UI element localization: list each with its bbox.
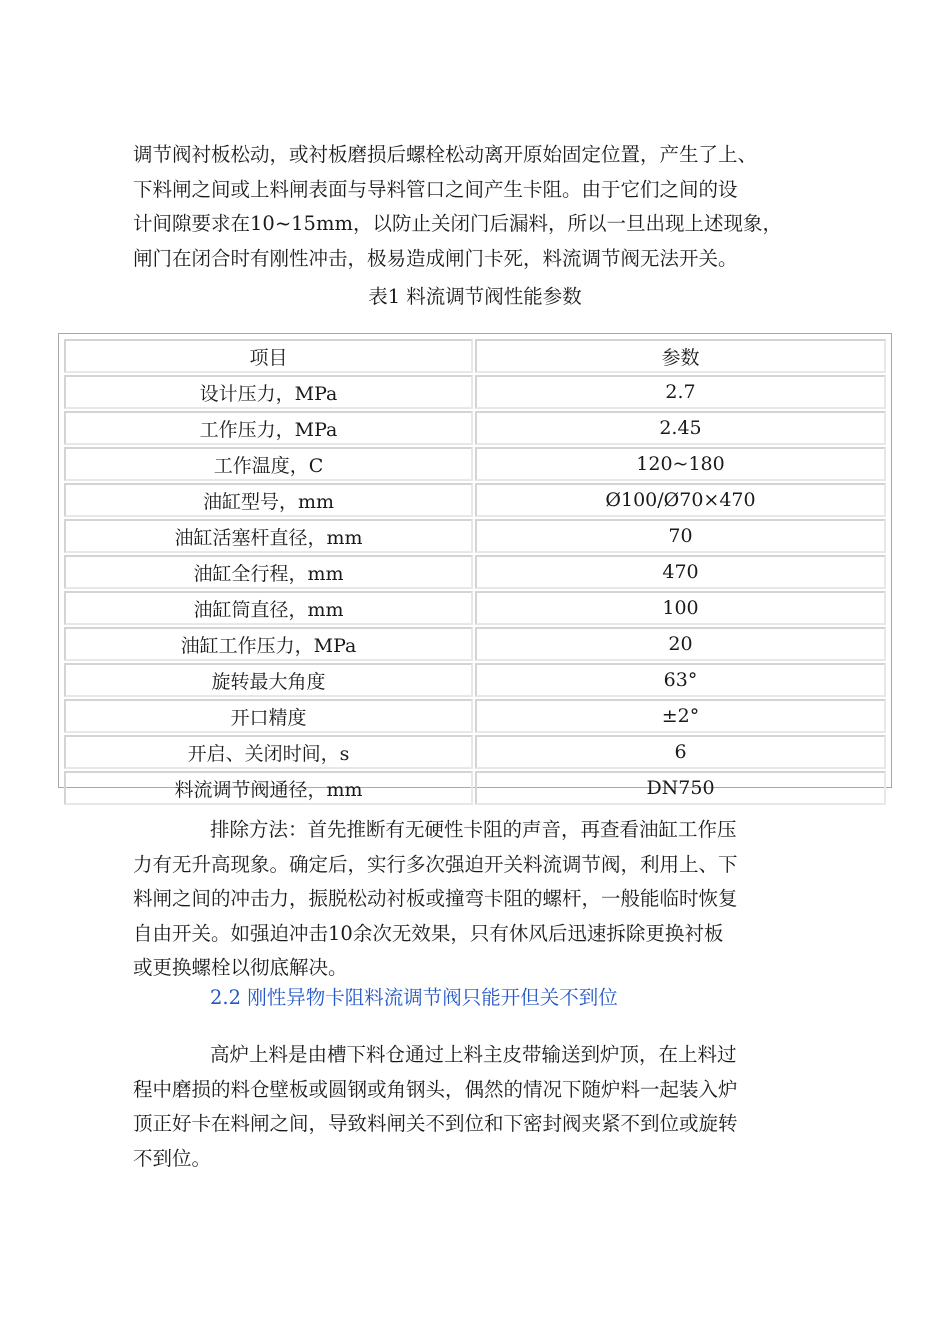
table-cell-value: 470: [475, 555, 886, 589]
paragraph-line: 力有无升高现象。确定后，实行多次强迫开关料流调节阀，利用上、下: [133, 852, 738, 876]
table-caption: 表1 料流调节阀性能参数: [368, 285, 582, 308]
table-cell-item: 料流调节阀通径，mm: [64, 771, 473, 805]
table-cell-item: 工作压力，MPa: [64, 411, 473, 445]
paragraph-line: 程中磨损的料仓壁板或圆钢或角钢头，偶然的情况下随炉料一起装入炉: [133, 1077, 738, 1101]
parameters-table: [58, 333, 892, 801]
table-row: [64, 699, 886, 733]
table-cell-item: 油缸全行程，mm: [64, 555, 473, 589]
paragraph-line: 计间隙要求在10~15mm，以防止关闭门后漏料，所以一旦出现上述现象，: [133, 212, 782, 235]
table-cell-value: 70: [475, 519, 886, 553]
table-header-row: [64, 339, 886, 373]
table-cell-value: ±2°: [475, 699, 886, 733]
table-cell-value: 63°: [475, 663, 886, 697]
table-row: [64, 771, 886, 805]
table-cell-value: 20: [475, 627, 886, 661]
section-heading: 2.2 刚性异物卡阻料流调节阀只能开但关不到位: [210, 986, 618, 1009]
table-row: [64, 519, 886, 553]
paragraph-line: 自由开关。如强迫冲击10余次无效果，只有休风后迅速拆除更换衬板: [133, 921, 724, 945]
paragraph-cause: [133, 1038, 823, 1176]
paragraph-intro: [133, 138, 823, 276]
table-cell-value: 2.7: [475, 375, 886, 409]
paragraph-line: 料闸之间的冲击力，振脱松动衬板或撞弯卡阻的螺杆，一般能临时恢复: [133, 887, 738, 910]
table-cell-item: 开口精度: [64, 699, 473, 733]
table-cell-item: 旋转最大角度: [64, 663, 473, 697]
table-cell-item: 油缸筒直径，mm: [64, 591, 473, 625]
table-cell-value: 2.45: [475, 411, 886, 445]
paragraph-line: 顶正好卡在料闸之间，导致料闸关不到位和下密封阀夹紧不到位或旋转: [133, 1112, 738, 1135]
table-cell-value: DN750: [475, 771, 886, 805]
table-row: [64, 735, 886, 769]
paragraph-line: 高炉上料是由槽下料仓通过上料主皮带输送到炉顶，在上料过: [210, 1043, 737, 1066]
paragraph-line: 下料闸之间或上料闸表面与导料管口之间产生卡阻。由于它们之间的设: [133, 177, 738, 201]
paragraph-line: 调节阀衬板松动，或衬板磨损后螺栓松动离开原始固定位置，产生了上、: [133, 143, 758, 166]
table-cell-item: 开启、关闭时间，s: [64, 735, 473, 769]
table-cell-item: 油缸工作压力，MPa: [64, 627, 473, 661]
table-header-value: 参数: [475, 339, 886, 373]
paragraph-line: 或更换螺栓以彻底解决。: [133, 956, 348, 979]
table-row: [64, 447, 886, 481]
table-cell-item: 设计压力，MPa: [64, 375, 473, 409]
table-row: [64, 627, 886, 661]
table-cell-item: 油缸型号，mm: [64, 483, 473, 517]
table-cell-value: 6: [475, 735, 886, 769]
table-body: [64, 375, 886, 805]
table-row: [64, 375, 886, 409]
table-row: [64, 555, 886, 589]
table-cell-value: 120~180: [475, 447, 886, 481]
paragraph-line: 排除方法：首先推断有无硬性卡阻的声音，再查看油缸工作压: [210, 818, 737, 841]
paragraph-line: 闸门在闭合时有刚性冲击，极易造成闸门卡死，料流调节阀无法开关。: [133, 246, 738, 270]
paragraph-line: 不到位。: [133, 1146, 212, 1170]
table-row: [64, 483, 886, 517]
table-cell-item: 工作温度，C: [64, 447, 473, 481]
table-cell-value: 100: [475, 591, 886, 625]
paragraph-remedy: [133, 813, 823, 986]
table-row: [64, 411, 886, 445]
table-cell-item: 油缸活塞杆直径，mm: [64, 519, 473, 553]
table-row: [64, 663, 886, 697]
table-header-item: 项目: [64, 339, 473, 373]
table-row: [64, 591, 886, 625]
table-cell-value: Ø100/Ø70×470: [475, 483, 886, 517]
